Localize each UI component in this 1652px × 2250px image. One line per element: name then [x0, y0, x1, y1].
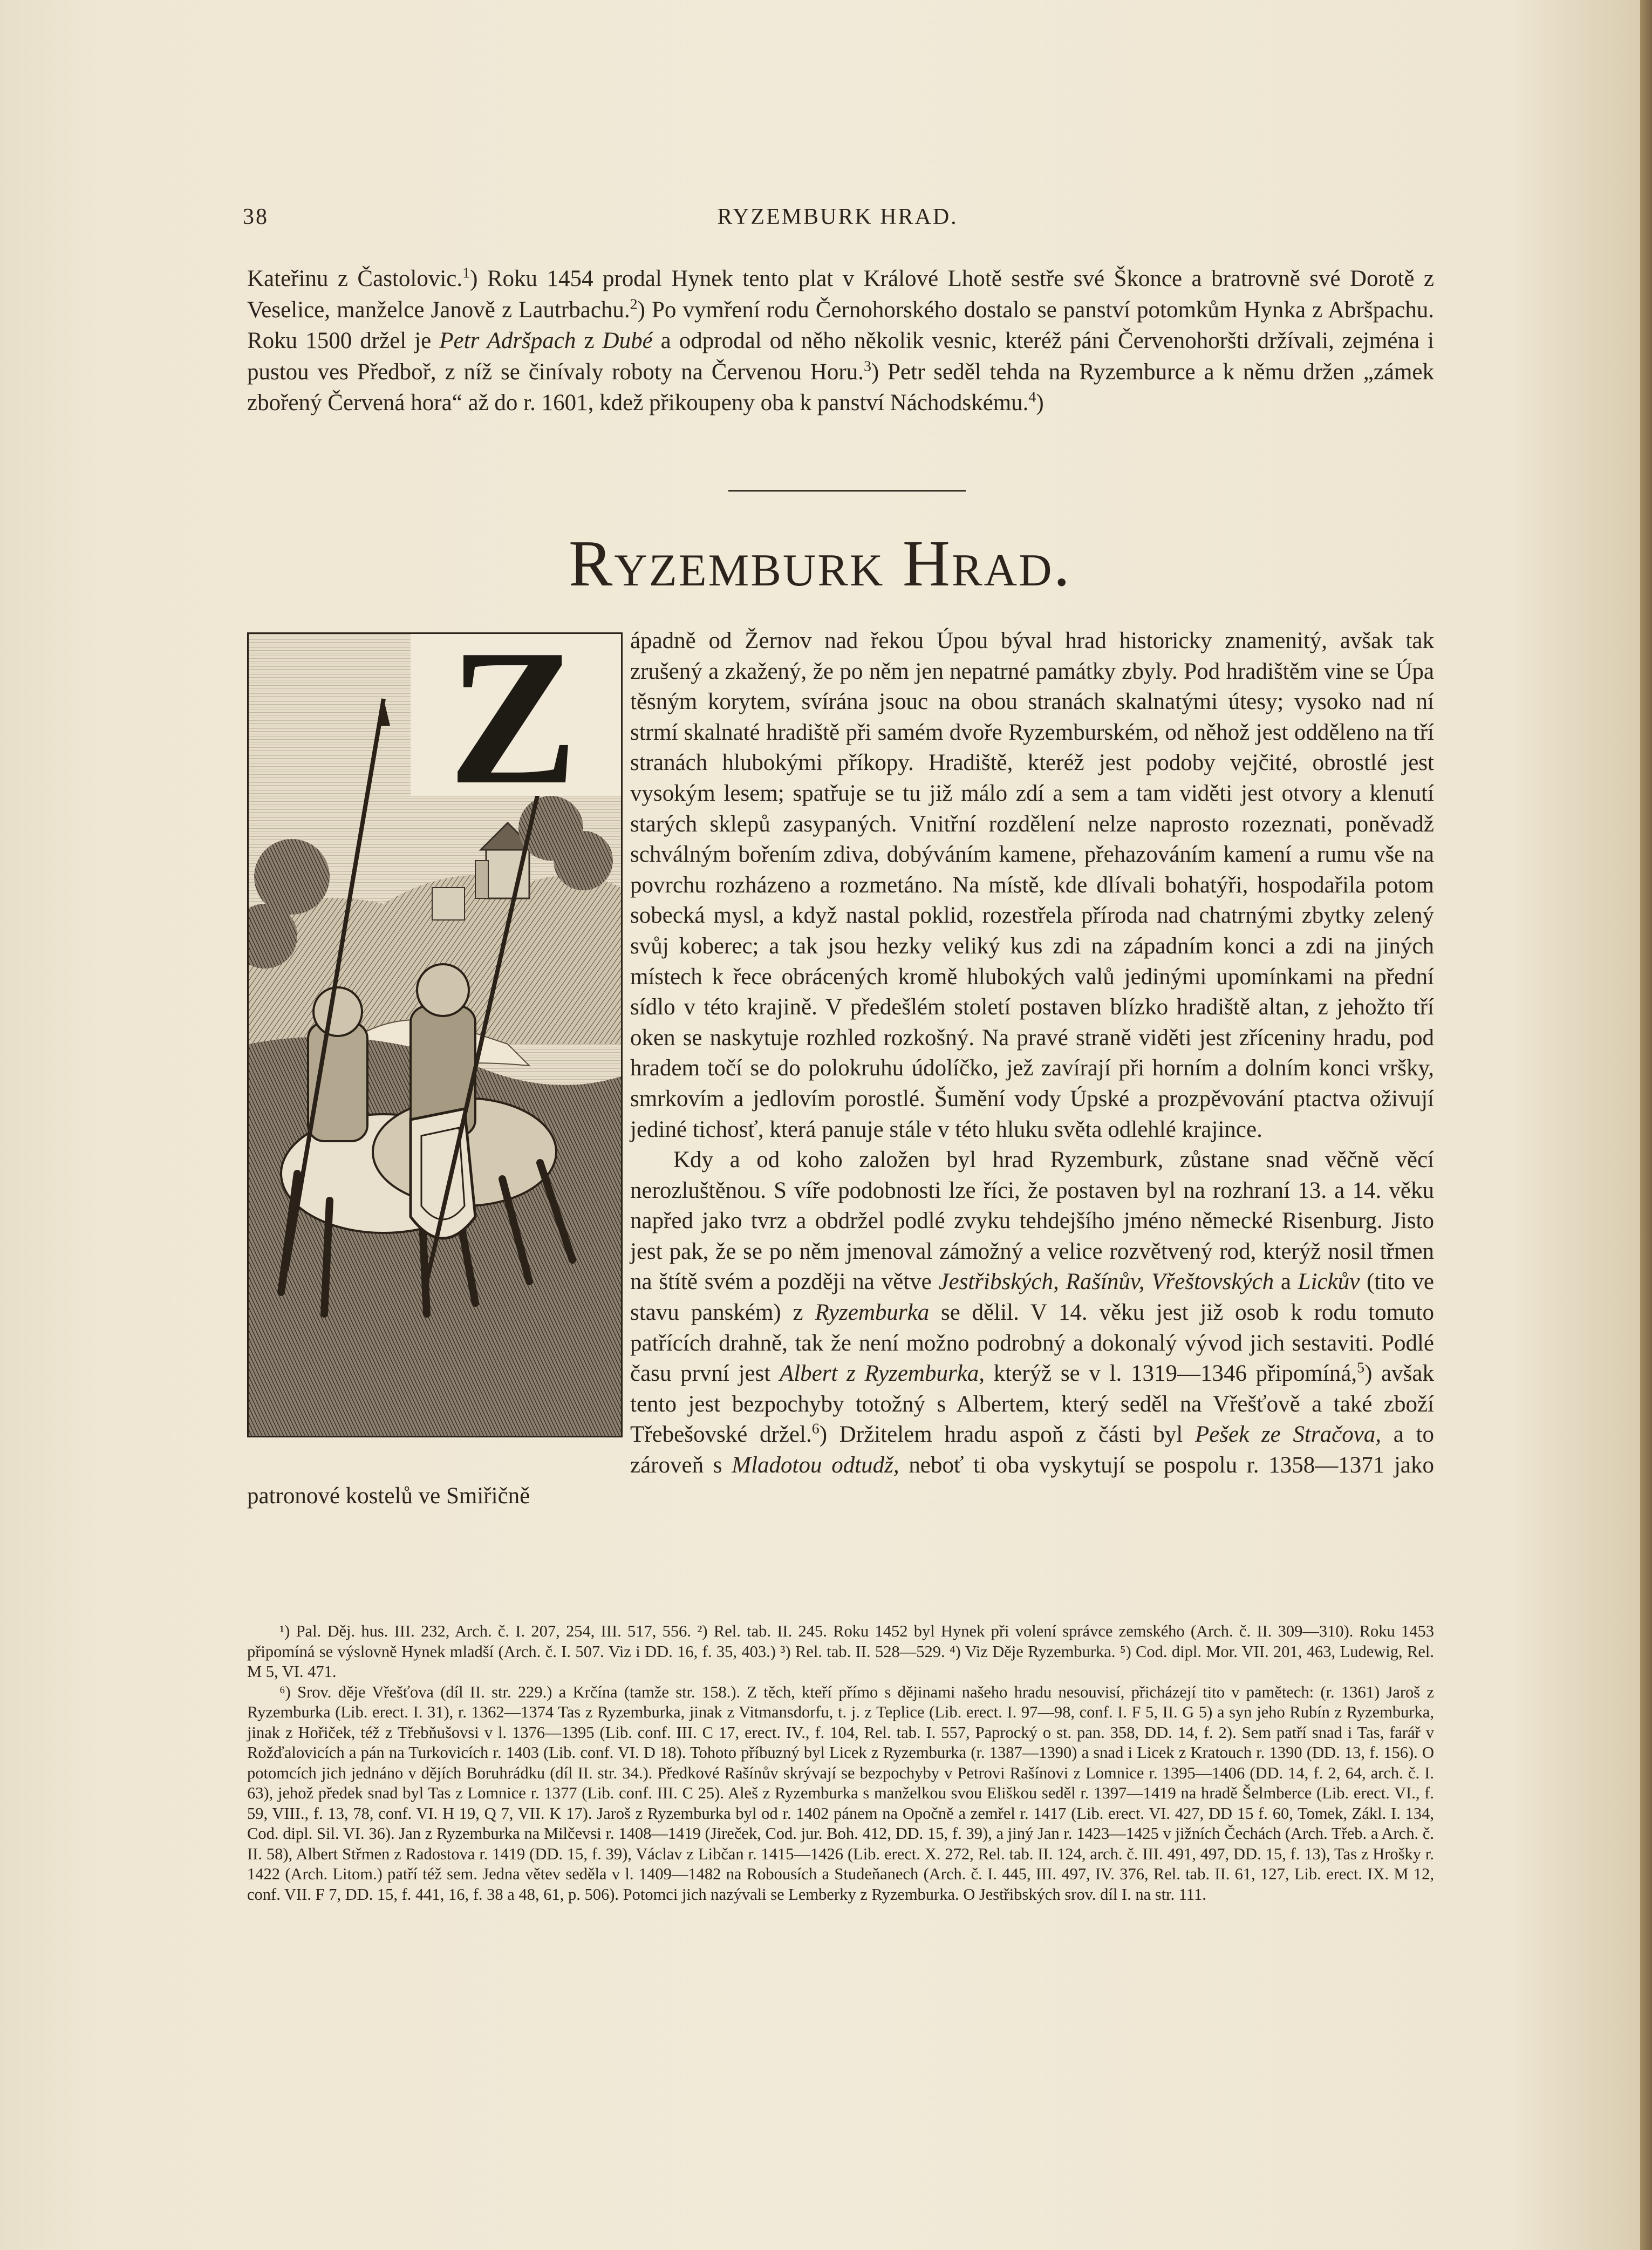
section-divider — [728, 490, 966, 492]
page-header — [243, 204, 1432, 236]
book-binding-edge — [1640, 0, 1652, 2250]
paragraph-2: Kdy a od koho založen byl hrad Ryzemburk, zůstane snad věčně věcí nerozluštěnou. S víře podobnosti lze říci, že postaven byl na rozhraní 13. a 14. věku napřed jako tvrz a obdržel podlé zvyku tehdejšího jméno německé Risenburg. Jisto jest pak, že se po něm jmenoval zámožný a velice rozvětvený rod, kterýž nosil třmen na štítě svém a později na větve Jestřibských, Rašínův, Vřeštovských a Lickův (tito ve stavu panském) z Ryzemburka se dělil. V 14. věku jest již osob k rodu tomuto patřících drahně, tak že není možno podrobný a dokonalý vývod jich sestaviti. Podlé času první jest Albert z Ryzemburka, kterýž se v l. 1319—1346 připomíná,$^5$) avšak tento jest bezpochyby totožný s Albertem, který seděl na Vřešťově a také zboží Třebešovské držel.$^6$) Držitelem hradu aspoň z části byl Pešek ze Stračova, a to zároveň s Mladotou odtudž, neboť ti oba vyskytují se pospolu r. 1358—1371 jako patronové kostelů ve Smiřičně — [247, 1147, 1435, 1509]
footnote-6: ⁶) Srov. děje Vřešťova (díl II. str. 229.) a Krčína (tamže str. 158.). Z těch, kteří přímo s dějinami našeho hradu nesouvisí, přicházejí tito v pamětech: (r. 1361) Jaroš z Ryzemburka (Lib. erect. I. 31), r. 1362—1374 Tas z Ryzemburka, jinak z Vitmansdorfu, t. j. z Teplice (Lib. erect. I. 97—98, conf. I. F 5, II. G 5) a syn jeho Rubín z Ryzemburka, jinak z Hořiček, též z Třebňušovsi v l. 1376—1395 (Lib. conf. III. C 17, erect. IV., f. 104, Rel. tab. I. 557, Paprocký o st. pan. 358, DD. 14, f. 2). Sem patří snad i Tas, farář v Rožďalovicích a pán na Turkovicích r. 1403 (Lib. conf. VI. D 18). Tohoto příbuzný byl Licek z Ryzemburka (r. 1387—1390) a snad i Licek z Kratouch r. 1390 (DD. 13, f. 156). O potomcích jich jednáno v dějích Boruhrádku (díl II. str. 34.). Předkové Rašínův skrývají se bezpochyby v Petrovi Rašínovi z Lomnice r. 1395—1406 (DD. 14, f. 2, 64, arch. č. I. 63), jehož předek snad byl Tas z Lomnice r. 1377 (Lib. conf. III. C 25). Aleš z Ryzemburka s manželkou svou Eliškou seděl r. 1397—1419 na hradě Šelmberce (Lib. erect. VI., f. 59, VIII., f. 13, 78, conf. VI. H 19, Q 7, VII. K 17). Jaroš z Ryzemburka byl od r. 1402 pánem na Opočně a zemřel r. 1417 (Lib. erect. VI. 427, DD 15 f. 60, Tomek, Zákl. I. 134, Cod. dipl. Sil. VI. 36). Jan z Ryzemburka na Milčevsi r. 1408—1419 (Jireček, Cod. jur. Boh. 412, DD. 15, f. 39), a jiný Jan r. 1423—1425 v jižních Čechách (Arch. Třeb. a Arch. č. II. 58), Albert Střmen z Radostova r. 1419 (DD. 15, f. 39), Václav z Libčan r. 1415—1426 (Lib. erect. X. 272, Rel. tab. II. 124, arch. č. III. 491, 497, DD. 15, f. 13), Tas z Hrošky r. 1422 (Arch. Litom.) patří též sem. Jedna větev seděla v l. 1409—1482 na Robousích a Studeňanech (Arch. č. I. 445, III. 497, IV. 376, Rel. tab. II. 61, 127, Lib. erect. IX. M 12, conf. VII. F 7, DD. 15, f. 441, 16, f. 38 a 48, 61, p. 506). Potomci jich nazývali se Lemberky z Ryzemburka. O Jestřibských srov. díl I. na str. 111. — [247, 1682, 1434, 1904]
drop-cap-letter: Z — [448, 634, 578, 824]
paragraph-1: ápadně od Žernov nad řekou Úpou býval hrad historicky znamenitý, avšak tak zrušený a zkažený, že po něm jen nepatrné památky zbyly. Pod hradištěm vine se Úpa těsným korytem, svírána jsouc na obou stranách skalnatými útesy; vysoko nad ní strmí skalnaté hradiště při samém dvoře Ryzemburském, od něhož jest odděleno na tří stranách hlubokými příkopy. Hradiště, kteréž jest podoby vejčité, obrostlé jest vysokým lesem; spatřuje se tu již málo zdí a sem a tam viděti jest otvory a klenutí starých sklepů zasypaných. Vnitřní rozdělení nelze naprosto rozeznati, poněvadž schválným bořením zdiva, dobýváním kamene, přehazováním kamení a rumu vše na povrchu rozházeno a rozmetáno. Na místě, kde dlívali bohatýři, hospodařila potom sobecká mysl, a když nastal poklid, rozestřela příroda nad chatrnými zbytky zelený svůj koberec; a tak jsou hezky veliký kus zdi na západním konci a zdi na jiných místech k řece obrácených kromě hlubokých valů jedinými upomínkami na přední sídlo v této krajině. V předešlém století postaven blízko hradiště altan, z jehožto tří oken se naskytuje rozhled rozkošný. Na pravé straně viděti jest zříceniny hradu, pod hradem točí se do polokruhu údolíčko, jež zavírají při horním a dolním konci vršky, smrkovím a jedlovím porostlé. Šumění vody Úpské a prozpěvování ptactva oživují jediné tichosť, která panuje stále v této hluku světa odlehlé krajince. — [630, 628, 1434, 1142]
intro-paragraph: Kateřinu z Častolovic.$^1$) Roku 1454 prodal Hynek tento plat v Králové Lhotě sestře své Škonce a bratrovně své Dorotě z Veselice, manželce Janově z Lautrbachu.$^2$) Po vymření rodu Černohorského dostalo se panství potomkům Hynka z Abršpachu. Roku 1500 držel je Petr Adršpach z Dubé a odprodal od něho několik vesnic, kteréž páni Červenohoršti držívali, zejména i pustou ves Předboř, z níž se činívaly roboty na Červenou Horu.$^3$) Petr seděl tehda na Ryzemburce a k němu držen „zámek zbořený Červená hora“ až do r. 1601, kdež přikoupeny oba k panství Náchodskému.$^4$) — [247, 264, 1435, 415]
footnotes-1-5: ¹) Pal. Děj. hus. III. 232, Arch. č. I. 207, 254, III. 517, 556. ²) Rel. tab. II. 245. Roku 1452 byl Hynek při volení správce zemského (Arch. č. II. 309—310). Roku 1453 připomíná se výslovně Hynek mladší (Arch. č. I. 507. Viz i DD. 16, f. 35, 403.) ³) Rel. tab. II. 528—529. ⁴) Viz Děje Ryzemburka. ⁵) Cod. dipl. Mor. VII. 201, 463, Ludewig, Rel. M 5, VI. 471. — [247, 1622, 1434, 1681]
page-number: 38 — [243, 204, 269, 229]
section-title: Ryzemburk Hrad. — [569, 527, 1071, 600]
running-title: RYZEMBURK HRAD. — [717, 204, 958, 229]
footnotes — [247, 1621, 1434, 1905]
main-text — [247, 626, 1434, 1511]
